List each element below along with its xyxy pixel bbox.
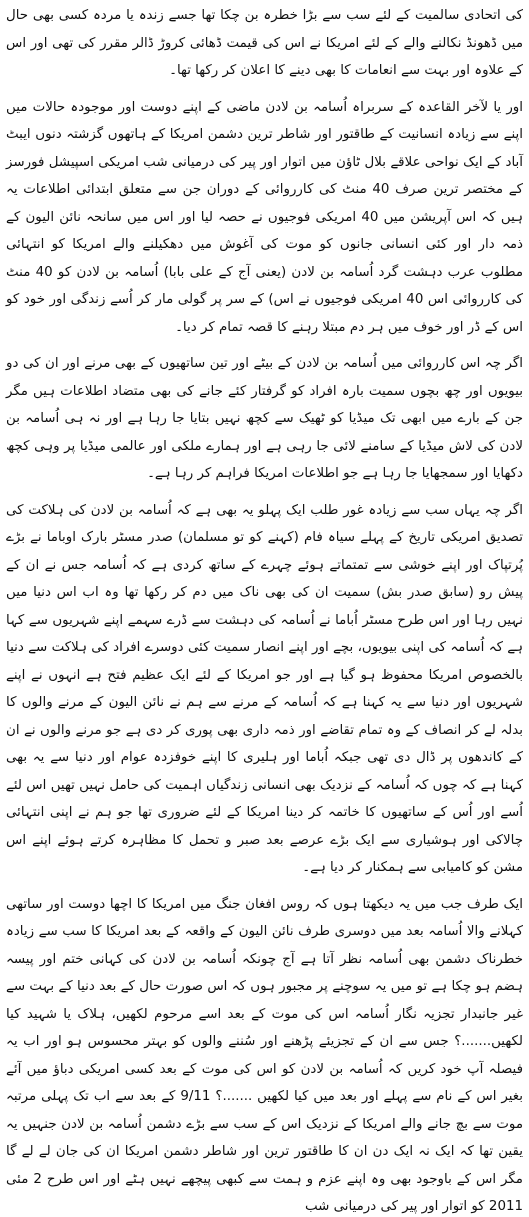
- article-paragraph-3: اگر چہ اس کارروائی میں اُسامہ بن لادن کے بیٹے اور تین ساتھیوں کے بھی مرنے اور ان کی دو بیویوں اور چھ بچوں سمیت بارہ افراد کو گرفتار کئے جانے کی بھی متضاد اطلاعات ہیں مگر جن کے بارے میں ابھی تک میڈیا کو ٹھیک سے کچھ نہیں بتایا جا رہا ہے اور نہ ہی اُسامہ بن لادن کی لاش میڈیا کے سامنے لائی جا رہی ہے اور ہمارے ملکی اور عالمی میڈیا پر وہی کچھ دکھایا اور سمجھایا جا رہا ہے جو اطلاعات امریکا فراہم کر رہا ہے۔: [6, 356, 523, 481]
- article-paragraph-5: ایک طرف جب میں یہ دیکھتا ہوں کہ روس افغان جنگ میں امریکا کا اچھا دوست اور ساتھی کہلانے والا اُسامہ بعد میں دوسری طرف نائن الیون کے واقعہ کے بعد امریکا کا سب سے زیادہ خطرناک دشمن بھی اُسامہ نظر آتا ہے آج چونکہ اُسامہ بن لادن کی کہانی ختم اور پیسہ ہضم ہو چکا ہے تو میں یہ سوچنے پر مجبور ہوں کہ اس صورت حال کے بعد دنیا کے بہت سے غیر جانبدار تجزیہ نگار اُسامہ اس کی موت کے بعد اسے مرحوم لکھیں، ہلاک یا شہید کیا لکھیں.......؟ جس سے ان کے تجزیئے پڑھنے اور سُننے والوں کو بہتر محسوس ہو اور اب یہ فیصلہ آپ خود کریں کہ اُسامہ بن لادن کو اس کی موت کے بعد کسی امریکی دباؤ میں آئے بغیر اس کے نام سے پہلے اور بعد میں کیا لکھیں .......؟ 9/11 کے بعد سے اب تک پہلی مرتبہ موت سے بچ جانے والے امریکا کے نزدیک اس کے سب سے بڑے دشمن اُسامہ بن لادن جنہیں یہ یقین تھا کہ ایک نہ ایک دن ان کا طاقتور ترین اور شاطر دشمن امریکا ان کی جان لے لے گا مگر اس کے باوجود بھی وہ اپنے عزم و ہمت سے کبھی پیچھے نہیں ہٹے اور اس طرح 2 مئی 2011 کو اتوار اور پیر کی درمیانی شب: [6, 896, 523, 1214]
- article-paragraph-1: کی اتحادی سالمیت کے لئے سب سے بڑا خطرہ بن چکا تھا جسے زندہ یا مردہ کسی بھی حال میں ڈھونڈ نکالنے والے کے لئے امریکا نے اس کی قیمت ڈھائی کروڑ ڈالر مقرر کی تھی اور اس کے علاوہ اور بہت سے انعامات کا بھی دینے کا اعلان کر رکھا تھا۔: [6, 8, 523, 78]
- article-paragraph-2: اور یا لآخر القاعدہ کے سربراہ اُسامہ بن لادن ماضی کے اپنے دوست اور موجودہ حالات میں اپنے سے زیادہ انسانیت کے طاقتور اور شاطر ترین دشمن امریکا کے ہاتھوں گزشتہ دنوں ایبٹ آباد کے ایک نواحی علاقے بلال ٹاؤن میں اتوار اور پیر کی درمیانی شب امریکی اسپیشل فورسز کے مختصر ترین صرف 40 منٹ کی کارروائی کے دوران جن سے متعلق ابتدائی اطلاعات یہ ہیں کہ اس آپریشن میں 40 امریکی فوجیوں نے حصہ لیا اور اس میں سانحہ نائن الیون کے ذمہ دار اور کئی انسانی جانوں کو موت کی آغوش میں دھکیلنے والے امریکا کو انتہائی مطلوب عرب دہشت گرد اُسامہ بن لادن (یعنی آج کے علی بابا) اُسامہ بن لادن کو 40 منٹ کی کارروائی اس 40 امریکی فوجیوں نے اس) کے سر پر گولی مار کر اُسے زندگی اور خود کو اس کے ڈر اور خوف میں ہر دم مبتلا رہنے کا قصہ تمام کر دیا۔: [6, 99, 524, 335]
- article-paragraph-4: اگر چہ یہاں سب سے زیادہ غور طلب ایک پہلو یہ بھی ہے کہ اُسامہ بن لادن کی ہلاکت کی تصدیق امریکی تاریخ کے پہلے سیاہ فام (کہنے کو تو مسلمان) صدر مسٹر بارک اوباما نے بڑے پُرتپاک اور اپنے خوشی سے تمتماتے ہوئے چہرے کے ساتھ کردی ہے کہ اُسامہ جس نے ان کے پیش رو (سابق صدر بش) سمیت ان کی بھی ناک میں دم کر رکھا تھا وہ اب اس دنیا میں نہیں رہا اور اس طرح مسٹر اُباما نے اُسامہ کی دہشت سے ڈرے سہمے اپنے شہریوں سے کہا ہے کہ اُسامہ کی اپنی بیویوں، بچے اور اپنے انصار سمیت کئی دوسرے افراد کی ہلاکت سے دنیا بالخصوص امریکا محفوظ ہو گیا ہے اور جو امریکا کے لئے ایک عظیم فتح ہے انہوں نے اپنے شہریوں اور دنیا سے یہ کہنا ہے کہ اُسامہ کے مرنے سے ہم نے نائن الیون کے مرنے والوں کا بدلہ لے کر انصاف کے وہ تمام تقاضے اور ذمہ داری بھی پوری کر دی ہے جو مرنے والوں نے ان کے کاندھوں پر ڈال دی تھی جبکہ اُباما اور ہلیری کا اپنے خوفزدہ عوام اور دنیا سے یہ بھی کہنا ہے کہ چوں کہ اُسامہ کے نزدیک بھی انسانی زندگیاں اہمیت کی حامل نہیں تھیں اس لئے اُسے اور اُس کے ساتھیوں کا خاتمہ کر دینا امریکا کے لئے ضروری تھا جو ہم نے اپنی انتہائی چالاکی اور ہوشیاری سے ایک بڑے عرصے بعد صبر و تحمل کا مظاہرہ کرتے ہوئے اپنے اس مشن کو کامیابی سے ہمکنار کر دیا ہے۔: [6, 502, 523, 875]
